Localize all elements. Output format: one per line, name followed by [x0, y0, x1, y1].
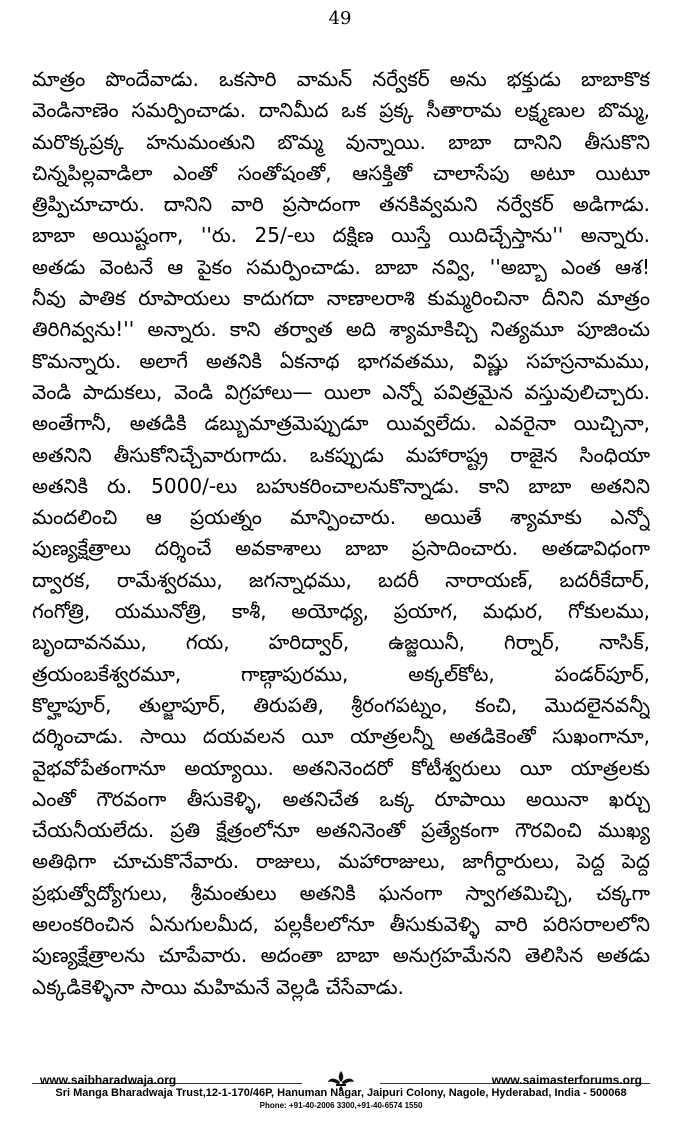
footer [32, 1072, 650, 1112]
text-line: చేయనీయలేదు. ప్రతి క్షేత్రంలోనూ అతనినెంతో ప్రత్యేకంగా గౌరవించి ముఖ్య [32, 818, 650, 843]
text-line: తిరిగివ్వను!'' అన్నారు. కాని తర్వాత అది శ్యామాకిచ్చి నిత్యమూ పూజించు [32, 317, 650, 342]
text-line: పుణ్యక్షేత్రాలను చూపేవారు. అదంతా బాబా అనుగ్రహమేనని తెలిసిన అతడు [32, 943, 650, 968]
body-text [32, 64, 650, 1003]
text-line: మరొక్కప్రక్క హనుమంతుని బొమ్మ వున్నాయి. బాబా దానిని తీసుకొని [32, 129, 650, 154]
text-line: బృందావనము, గయ, హరిద్వార్, ఉజ్జయినీ, గిర్నార్, నాసిక్, [32, 630, 650, 655]
text-line: అతనికి రు. 5000/-లు బహుకరించాలనుకొన్నాడు. కాని బాబా అతనిని [32, 473, 650, 498]
text-line: ప్రభుత్వోద్యోగులు, శ్రీమంతులు అతనికి ఘనంగా స్వాగతమిచ్చి, చక్కగా [32, 880, 650, 905]
text-line: ద్వారక, రామేశ్వరము, జగన్నాధము, బదరీ నారాయణ్, బదరీకేదార్, [32, 567, 650, 592]
text-line: కొల్హాపూర్, తుల్జాపూర్, తిరుపతి, శ్రీరంగపట్నం, కంచి, మొదలైనవన్నీ [32, 692, 650, 717]
text-line: త్రిప్పిచూచారు. దానిని వారి ప్రసాదంగా తనకివ్వమని నర్వేకర్ అడిగాడు. [32, 192, 650, 217]
text-line: మందలించి ఆ ప్రయత్నం మాన్పించారు. అయితే శ్యామాకు ఎన్నో [32, 505, 650, 530]
text-line: పుణ్యక్షేత్రాలు దర్శించే అవకాశాలు బాబా ప్రసాదించారు. అతడావిధంగా [32, 536, 650, 561]
text-line: నీవు పాతిక రూపాయలు కాదుగదా నాణాలరాశి కుమ్మరించినా దీనిని మాత్రం [32, 286, 650, 311]
text-line: అలంకరించిన ఏనుగులమీద, పల్లకీలలోనూ తీసుకువెళ్ళి వారి పరిసరాలలోని [32, 912, 650, 937]
text-line: వైభవోపేతంగానూ అయ్యాయి. అతనినెందరో కోటీశ్వరులు యీ యాత్రలకు [32, 755, 650, 780]
footer-link-saibharadwaja[interactable]: www.saibharadwaja.org [40, 1073, 177, 1087]
text-line: గంగోత్రి, యమునోత్రి, కాశీ, అయోధ్య, ప్రయాగ, మధుర, గోకులము, [32, 599, 650, 624]
text-line: వెండినాణెం సమర్పించాడు. దానిమీద ఒక ప్రక్క సీతారామ లక్ష్మణుల బొమ్మ, [32, 98, 650, 123]
text-line: అతనిని తీసుకోనిచ్చేవారుగాదు. ఒకప్పుడు మహారాష్ట్ర రాజైన సింధియా [32, 442, 650, 467]
text-line: చిన్నపిల్లవాడిలా ఎంతో సంతోషంతో, ఆసక్తితో చాలాసేపు అటూ యిటూ [32, 160, 650, 185]
text-line: బాబా అయిష్టంగా, ''రు. 25/-లు దక్షిణ యిస్తే యిదిచ్చేస్తాను'' అన్నారు. [32, 223, 650, 248]
text-line: అంతేగానీ, అతడికి డబ్బుమాత్రమెప్పుడూ యివ్వలేదు. ఎవరైనా యిచ్చినా, [32, 411, 650, 436]
footer-link-saimasterforums[interactable]: www.saimasterforums.org [491, 1073, 642, 1087]
text-line: అతడు వెంటనే ఆ పైకం సమర్పించాడు. బాబా నవ్వి, ''అబ్బా ఎంత ఆశ! [32, 254, 650, 279]
text-line: మాత్రం పొందేవాడు. ఒకసారి వామన్ నర్వేకర్ అను భక్తుడు బాబాకొక [32, 67, 650, 91]
text-line: ఎక్కడికెళ్ళినా సాయి మహిమనే వెల్లడి చేసేవాడు. [32, 974, 404, 999]
text-line: కొమన్నారు. అలాగే అతనికి ఏకనాథ భాగవతము, విష్ణు సహస్రనామము, [32, 348, 650, 373]
text-line: వెండి పాదుకలు, వెండి విగ్రహాలు— యిలా ఎన్నో పవిత్రమైన వస్తువులిచ్చారు. [32, 379, 650, 404]
page-number: 49 [328, 8, 352, 29]
footer-phone: Phone: +91-40-2006 3300,+91-40-6574 1550 [259, 1101, 423, 1110]
text-line: త్రయంబకేశ్వరమూ, గాణ్గాపురము, అక్కల్‌కోట, పండర్‌పూర్, [32, 661, 650, 686]
text-line: దర్శించాడు. సాయి దయవలన యీ యాత్రలన్నీ అతడికెంతో సుఖంగానూ, [32, 724, 650, 749]
footer-address: Sri Manga Bharadwaja Trust,12-1-170/46P, Hanuman Nagar, Jaipuri Colony, Nagole, Hyderabad, India - 500068 [55, 1087, 627, 1099]
text-line: ఎంతో గౌరవంగా తీసుకెళ్ళి, అతనిచేత ఒక్క రూపాయి అయినా ఖర్చు [32, 786, 650, 811]
text-line: అతిథిగా చూచుకొనేవారు. రాజులు, మహారాజులు, జాగీర్దారులు, పెద్ద పెద్ద [32, 849, 650, 874]
